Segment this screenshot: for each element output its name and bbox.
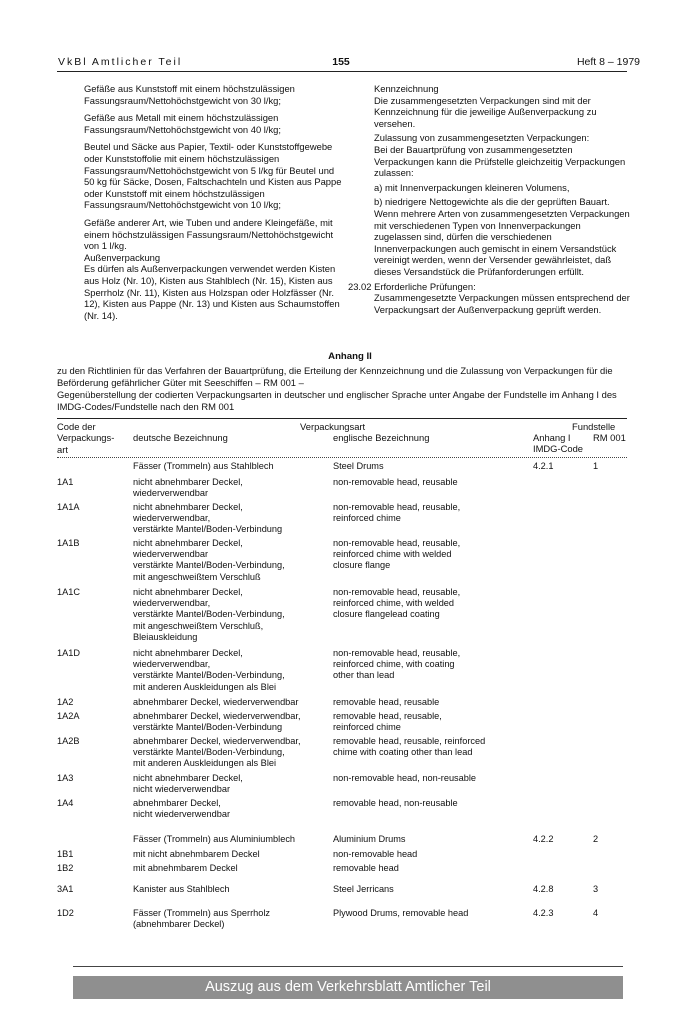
left-paragraph: Es dürfen als Außenverpackungen verwendet werden Kisten aus Holz (Nr. 10), Kisten aus Stahlblech (Nr. 15), Kisten aus Sperrholz (Nr. 11), Kisten aus Holzspan oder Holzfässer (Nr. 12), Kisten aus Pappe (Nr. 13) und Kisten aus Schaumstoffen (Nr. 14). (84, 263, 340, 321)
left-paragraph: Beutel und Säcke aus Papier, Textil- oder Kunststoffgewebe oder Kunststoffolie mit einem höchstzulässigen Fassungsraum/Nettohöchstgewicht von 5 l/kg für Beutel und 50 kg für Säcke, Dosen, Faltschachteln und Kisten aus Pappe oder Kunststoff mit einem höchstzulässigen Fassungsraum/Nettohöchstgewicht von 10 l/kg; (84, 141, 342, 211)
cell-imdg: 4.2.3 (533, 908, 554, 918)
cell-german: nicht abnehmbarer Deckel, nicht wiederverwendbar (133, 773, 243, 795)
left-column (84, 83, 344, 327)
cell-german: abnehmbarer Deckel, nicht wiederverwendbar (133, 798, 231, 820)
cell-code: 1D2 (57, 908, 74, 918)
outer-packaging-heading: Außenverpackung (84, 251, 161, 263)
header-rm: RM 001 (593, 432, 626, 443)
header-reference: Fundstelle (572, 421, 616, 432)
cell-english: non-removable head, reusable, reinforced chime (333, 502, 461, 524)
journal-title: VkBl Amtlicher Teil (58, 56, 183, 68)
header-english: englische Bezeichnung (333, 432, 430, 443)
cell-code: 1A1D (57, 648, 80, 658)
appendix-title: Anhang II (328, 351, 372, 362)
cell-imdg: 4.2.2 (533, 834, 554, 844)
cell-code: 1A3 (57, 773, 74, 783)
cell-english: removable head, reusable (333, 697, 440, 707)
cell-english: removable head, reusable, reinforced chime with coating other than lead (333, 736, 486, 758)
issue-number: Heft 8 – 1979 (576, 56, 640, 68)
cell-english: non-removable head, reusable, reinforced chime, with welded closure flangelead coating (333, 587, 461, 620)
approval-item-a: a) mit Innenverpackungen kleineren Volumens, (374, 181, 570, 193)
page-number: 155 (332, 56, 350, 68)
cell-english: non-removable head, reusable, reinforced chime with welded closure flange (333, 538, 461, 571)
cell-english: non-removable head (333, 849, 418, 859)
section-text: Zusammengesetzte Verpackungen müssen entsprechend der Verpackungsart der Außenverpackung geprüft werden. (374, 292, 630, 315)
cell-german: Fässer (Trommeln) aus Aluminiumblech (133, 834, 296, 844)
marking-heading: Kennzeichnung (374, 83, 439, 94)
cell-german: nicht abnehmbarer Deckel, wiederverwendbar, verstärkte Mantel/Boden-Verbindung, mit angeschweißtem Verschluß, Bleiauskleidung (133, 587, 285, 642)
left-paragraph: Gefäße aus Metall mit einem höchstzulässigen Fassungsraum/Nettohöchstgewicht von 40 l/kg; (84, 112, 281, 135)
table-header-rule (57, 457, 627, 458)
cell-german: abnehmbarer Deckel, wiederverwendbar, verstärkte Mantel/Boden-Verbindung, mit anderen Auskleidungen als Blei (133, 736, 301, 769)
cell-code: 1A1A (57, 502, 80, 512)
cell-imdg: 4.2.1 (533, 461, 554, 471)
cell-german: Fässer (Trommeln) aus Sperrholz (abnehmbarer Deckel) (133, 908, 270, 930)
header-packaging-type: Verpackungsart (300, 421, 366, 432)
cell-rm: 2 (593, 834, 599, 844)
approval-item-b: b) niedrigere Nettogewichte als die der geprüften Bauart. (374, 196, 610, 208)
cell-code: 1A2 (57, 697, 74, 707)
footer-rule (73, 966, 623, 967)
cell-code: 3A1 (57, 884, 74, 894)
marking-text: Die zusammengesetzten Verpackungen sind mit der Kennzeichnung für die jeweilige Außenverpackung zu versehen. (374, 94, 597, 129)
cell-english: Steel Drums (333, 461, 384, 471)
cell-german: nicht abnehmbarer Deckel, wiederverwendbar, verstärkte Mantel/Boden-Verbindung (133, 502, 283, 535)
cell-rm: 1 (593, 461, 599, 471)
cell-code: 1B1 (57, 849, 74, 859)
cell-english: Plywood Drums, removable head (333, 908, 469, 918)
header-german: deutsche Bezeichnung (133, 432, 228, 443)
cell-code: 1A1B (57, 538, 80, 548)
cell-german: nicht abnehmbarer Deckel, wiederverwendbar, verstärkte Mantel/Boden-Verbindung, mit anderen Auskleidungen als Blei (133, 648, 285, 692)
cell-english: non-removable head, non-reusable (333, 773, 477, 783)
cell-imdg: 4.2.8 (533, 884, 554, 894)
section-heading (348, 281, 630, 293)
cell-german: Fässer (Trommeln) aus Stahlblech (133, 461, 274, 471)
cell-german: nicht abnehmbarer Deckel, wiederverwendbar verstärkte Mantel/Boden-Verbindung, mit angeschweißtem Verschluß (133, 538, 285, 582)
cell-code: 1A4 (57, 798, 74, 808)
cell-german: Kanister aus Stahlblech (133, 884, 230, 894)
cell-code: 1A1 (57, 477, 74, 487)
header-code: Code der Verpackungs- art (57, 421, 115, 455)
cell-code: 1A2B (57, 736, 80, 746)
cell-code: 1B2 (57, 863, 74, 873)
section-title: Erforderliche Prüfungen: (374, 280, 476, 292)
cell-english: non-removable head, reusable (333, 477, 458, 487)
footer-banner: Auszug aus dem Verkehrsblatt Amtlicher Teil (73, 976, 623, 999)
right-column (348, 83, 630, 318)
cell-english: removable head (333, 863, 399, 873)
approval-text: Bei der Bauartprüfung von zusammengesetzten Verpackungen kann die Prüfstelle gleichzeitig Verpackungen zulassen: (374, 143, 626, 179)
cell-code: 1A2A (57, 711, 80, 721)
cell-german: mit abnehmbarem Deckel (133, 863, 238, 873)
left-paragraph: Gefäße aus Kunststoff mit einem höchstzulässigen Fassungsraum/Nettohöchstgewicht von 30 l/kg; (84, 83, 295, 106)
cell-english: non-removable head, reusable, reinforced chime, with coating other than lead (333, 648, 461, 681)
mixed-packaging-text: Wenn mehrere Arten von zusammengesetzten Verpackungen mit verschiedenen Typen von Innenverpackungen zugelassen sind, dürfen die verschiedenen Innenverpackungen auch gemischt in einem Versandstück vereinigt werden, wenn der Versender gewährleistet, daß dieses Versandstück die Prüfanforderungen erfüllt. (374, 207, 630, 277)
cell-rm: 3 (593, 884, 599, 894)
cell-rm: 4 (593, 908, 599, 918)
cell-german: mit nicht abnehmbarem Deckel (133, 849, 260, 859)
table-top-rule (57, 418, 627, 419)
header-rule (57, 71, 627, 72)
cell-english: Steel Jerricans (333, 884, 394, 894)
cell-german: abnehmbarer Deckel, wiederverwendbar, verstärkte Mantel/Boden-Verbindung (133, 711, 301, 733)
appendix-intro: zu den Richtlinien für das Verfahren der Bauartprüfung, die Erteilung der Kennzeichnung und die Zulassung von Verpackungen für die Beförderung gefährlicher Güter mit Seeschiffen – RM 001 – (57, 365, 613, 388)
approval-heading: Zulassung von zusammengesetzten Verpackungen: (374, 132, 590, 144)
section-number: 23.02 (348, 280, 372, 292)
cell-english: Aluminium Drums (333, 834, 406, 844)
left-paragraph: Gefäße anderer Art, wie Tuben und andere Kleingefäße, mit einem höchstzulässigen Fassungsraum/Nettohöchstgewicht von 1 l/kg. (84, 216, 334, 252)
header-imdg: Anhang I IMDG-Code (533, 432, 584, 455)
cell-english: removable head, reusable, reinforced chime (333, 711, 442, 733)
cell-code: 1A1C (57, 587, 80, 597)
cell-german: abnehmbarer Deckel, wiederverwendbar (133, 697, 299, 707)
cell-german: nicht abnehmbarer Deckel, wiederverwendbar (133, 477, 243, 499)
appendix-description: Gegenüberstellung der codierten Verpackungsarten in deutscher und englischer Sprache unter Angabe der Fundstelle im Anhang I des IMDG-Codes/Fundstelle nach den RM 001 (57, 389, 617, 412)
cell-english: removable head, non-reusable (333, 798, 458, 808)
